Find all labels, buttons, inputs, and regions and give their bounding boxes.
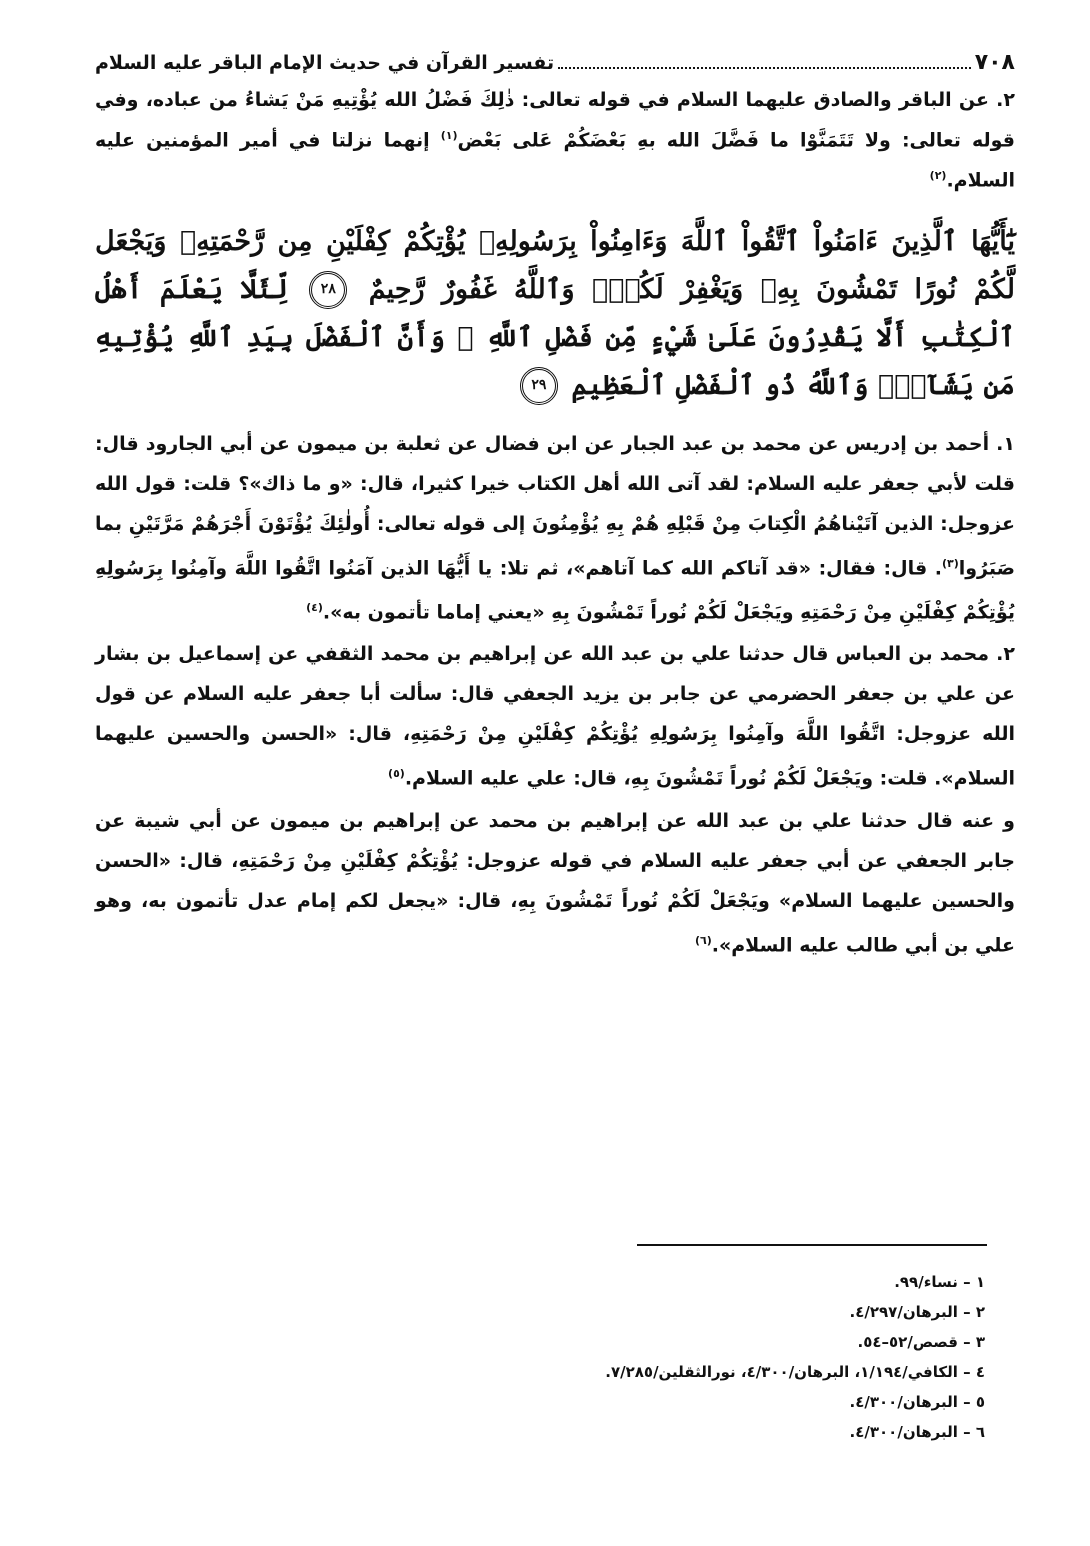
ayah-number-28-icon: ٢٨	[309, 271, 347, 309]
running-title: تفسير القرآن في حديث الإمام الباقر عليه السلام	[95, 52, 555, 74]
footnote-ref: (٣)	[941, 556, 959, 570]
hadith-text: و عنه قال حدثنا علي بن عبد الله عن إبراهيم بن محمد عن إبراهيم بن ميمون عن أبي شيبة عن جابر الجعفي عن أبي جعفر عليه السلام في قوله عزوجل: يُؤْتِكُمْ كِفْلَيْنِ مِنْ رَحْمَتِهِ، قال: «الحسن والحسين عليهما السلام» ويَجْعَلْ لَكُمْ نُوراً تَمْشُونَ بِهِ، قال: «يجعل لكم إمام عدل تأتمون به، وهو علي بن أبي طالب عليه السلام».	[95, 809, 1015, 956]
hadith-text: ١. أحمد بن إدريس عن محمد بن عبد الجبار عن ابن فضال عن ثعلبة بن ميمون عن أبي الجارود قال: قلت لأبي جعفر عليه السلام: لقد آتى الله أهل الكتاب خيرا كثيرا، قال: «و ما ذاك»؟ قلت: قول الله عزوجل: الذين آتَيْناهُمُ الْكِتابَ مِنْ قَبْلِهِ هُمْ بِهِ يُؤْمِنُونَ إلى قوله تعالى: أُولٰئِكَ يُؤْتَوْنَ أَجْرَهُمْ مَرَّتَيْنِ بما صَبَرُوا	[95, 432, 1015, 579]
hadith-text: ٢. محمد بن العباس قال حدثنا علي بن عبد الله عن إبراهيم بن محمد الثقفي عن إسماعيل بن بشار عن علي بن جعفر الحضرمي عن جابر بن يزيد الجعفي قال: سألت أبا جعفر عليه السلام عن قول الله عزوجل: اتَّقُوا اللَّهَ وآمِنُوا بِرَسُولِهِ يُؤْتِكُمْ كِفْلَيْنِ مِنْ رَحْمَتِهِ، قال: «الحسن والحسين عليهما السلام». قلت: ويَجْعَلْ لَكُمْ نُوراً تَمْشُونَ بِهِ، قال: علي عليه السلام.	[95, 643, 1015, 790]
book-page	[95, 48, 1015, 967]
footnote-ref: (٤)	[306, 600, 323, 614]
footnote-item: ٦ – البرهان/٤/٣٠٠.	[849, 1423, 985, 1441]
hadith-text: . قال: فقال: «قد آتاكم الله كما آتاهم»، ثم تلا: يا أَيُّهَا الذين آمَنُوا اتَّقُوا اللَّهَ وآمِنُوا بِرَسُولِهِ يُؤْتِكُمْ كِفْلَيْنِ مِنْ رَحْمَتِهِ ويَجْعَلْ لَكُمْ نُوراً تَمْشُونَ بِهِ «يعني إماما تأتمون به».	[95, 556, 1015, 624]
hadith-2	[95, 634, 1015, 798]
footnotes-list	[605, 1267, 985, 1447]
verse-28-text: يَٰٓأَيُّهَا ٱلَّذِينَ ءَامَنُواْ ٱتَّقُواْ ٱللَّهَ وَءَامِنُواْ بِرَسُولِهِۦ يُؤْتِكُمْ كِفْلَيْنِ مِن رَّحْمَتِهِۦ وَيَجْعَل لَّكُمْ نُورًا تَمْشُونَ بِهِۦ وَيَغْفِرْ لَكُمْۚ وَٱللَّهُ غَفُورٌ رَّحِيمٌ	[95, 225, 1015, 305]
ayah-number-29-icon: ٢٩	[520, 367, 558, 405]
footnote-ref: (٦)	[694, 933, 712, 947]
footnote-separator	[637, 1244, 987, 1246]
hadith-3	[95, 801, 1015, 965]
page-number: ٧٠٨	[974, 50, 1015, 75]
running-title-wrap	[95, 48, 975, 78]
intro-paragraph	[95, 82, 1015, 199]
intro-text: ٢. عن الباقر والصادق عليهما السلام في قوله تعالى: ذٰلِكَ فَضْلُ الله يُؤْتِيهِ مَنْ يَشاءُ من عباده، وفي قوله تعالى: ولا تَتَمَنَّوْا ما فَضَّلَ الله بهِ بَعْضَكُمْ عَلى بَعْض	[95, 89, 1015, 152]
verse-29-text: لِّئَلَّا يَعْلَمَ أَهْلُ ٱلْكِتَٰبِ أَلَّا يَقْدِرُونَ عَلَىٰ شَيْءٍ مِّن فَضْلِ ٱللَّهِ ۙ وَأَنَّ ٱلْفَضْلَ بِيَدِ ٱللَّهِ يُؤْتِيهِ مَن يَشَآءُۚ وَٱللَّهُ ذُو ٱلْفَضْلِ ٱلْعَظِيمِ	[95, 273, 1015, 401]
hadith-1	[95, 424, 1015, 633]
footnote-item: ٥ – البرهان/٤/٣٠٠.	[849, 1393, 985, 1411]
footnote-item: ١ – نساء/٩٩.	[894, 1273, 985, 1291]
footnote-ref: (١)	[440, 129, 458, 142]
footnote-item: ٣ – قصص/٥٢–٥٤.	[857, 1333, 985, 1351]
footnote-ref: (٥)	[388, 767, 405, 781]
intro-text-after: إنهما نزلتا في أمير المؤمنين عليه السلام.	[95, 129, 1015, 192]
footnote-ref: (٢)	[929, 169, 947, 183]
running-header	[95, 48, 1015, 78]
footnote-item: ٢ – البرهان/٤/٢٩٧.	[849, 1303, 985, 1321]
leader-dots	[558, 49, 971, 69]
footnote-item: ٤ – الكافي/١/١٩٤، البرهان/٤/٣٠٠، نورالثقلين/٧/٢٨٥.	[605, 1363, 985, 1381]
quran-verse-block	[95, 218, 1015, 410]
